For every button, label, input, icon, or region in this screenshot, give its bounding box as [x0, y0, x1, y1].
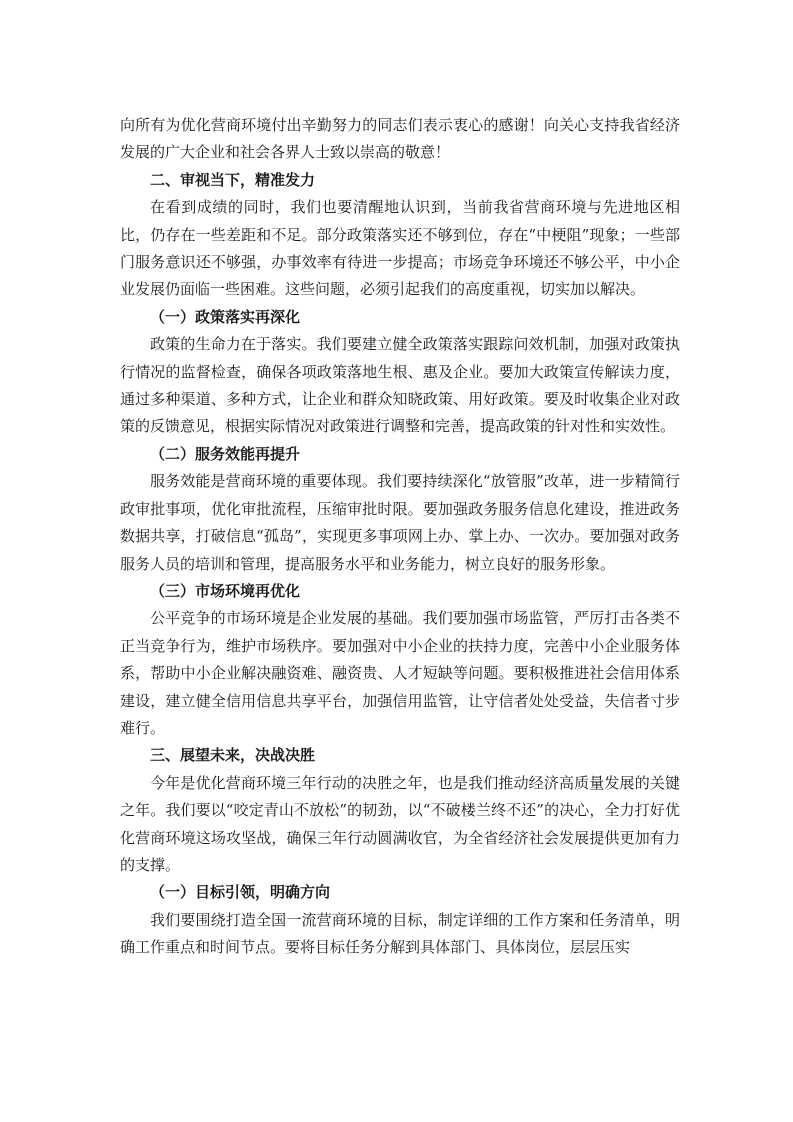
paragraph: 政策的生命力在于落实。我们要建立健全政策落实跟踪问效机制，加强对政策执行情况的监督检查，确保各项政策落地生根、惠及企业。要加大政策宣传解读力度，通过多种渠道、多种方式，让企业和群众知晓政策、用好政策。要及时收集企业对政策的反馈意见，根据实际情况对政策进行调整和完善，提高政策的针对性和实效性。 [120, 335, 680, 436]
subsection-heading-service: （二）服务效能再提升 [150, 444, 301, 463]
subsection-heading-policy: （一）政策落实再深化 [150, 307, 301, 326]
paragraph: 在看到成绩的同时，我们也要清醒地认识到，当前我省营商环境与先进地区相比，仍存在一些差距和不足。部分政策落实还不够到位，存在“中梗阻”现象；一些部门服务意识还不够强，办事效率有待进一步提高；市场竞争环境还不够公平，中小企业发展仍面临一些困难。这些问题，必须引起我们的高度重视，切实加以解决。 [120, 198, 680, 299]
subsection-heading-goal: （一）目标引领，明确方向 [150, 883, 331, 902]
paragraph-continued: 向所有为优化营商环境付出辛勤努力的同志们表示衷心的感谢！向关心支持我省经济发展的广大企业和社会各界人士致以崇高的敬意！ [120, 116, 680, 162]
section-heading-2: 二、审视当下，精准发力 [150, 170, 316, 189]
paragraph: 公平竞争的市场环境是企业发展的基础。我们要加强市场监管，严厉打击各类不正当竞争行为，维护市场秩序。要加强对中小企业的扶持力度，完善中小企业服务体系，帮助中小企业解决融资难、融资贵、人才短缺等问题。要积极推进社会信用体系建设，建立健全信用信息共享平台，加强信用监管，让守信者处处受益，失信者寸步难行。 [120, 609, 680, 737]
subsection-heading-market: （三）市场环境再优化 [150, 581, 301, 600]
document-page [120, 112, 680, 962]
paragraph: 我们要围绕打造全国一流营商环境的目标，制定详细的工作方案和任务清单，明确工作重点和时间节点。要将目标任务分解到具体部门、具体岗位，层层压实 [120, 910, 680, 957]
paragraph: 今年是优化营商环境三年行动的决胜之年，也是我们推动经济高质量发展的关键之年。我们要以“咬定青山不放松”的韧劲，以“不破楼兰终不还”的决心，全力打好优化营商环境这场攻坚战，确保三年行动圆满收官，为全省经济社会发展提供更加有力的支撑。 [120, 773, 680, 874]
section-heading-3: 三、展望未来，决战决胜 [150, 746, 316, 765]
paragraph: 服务效能是营商环境的重要体现。我们要持续深化“放管服”改革，进一步精简行政审批事项，优化审批流程，压缩审批时限。要加强政务服务信息化建设，推进政务数据共享，打破信息“孤岛”，实现更多事项网上办、掌上办、一次办。要加强对政务服务人员的培训和管理，提高服务水平和业务能力，树立良好的服务形象。 [120, 472, 680, 573]
